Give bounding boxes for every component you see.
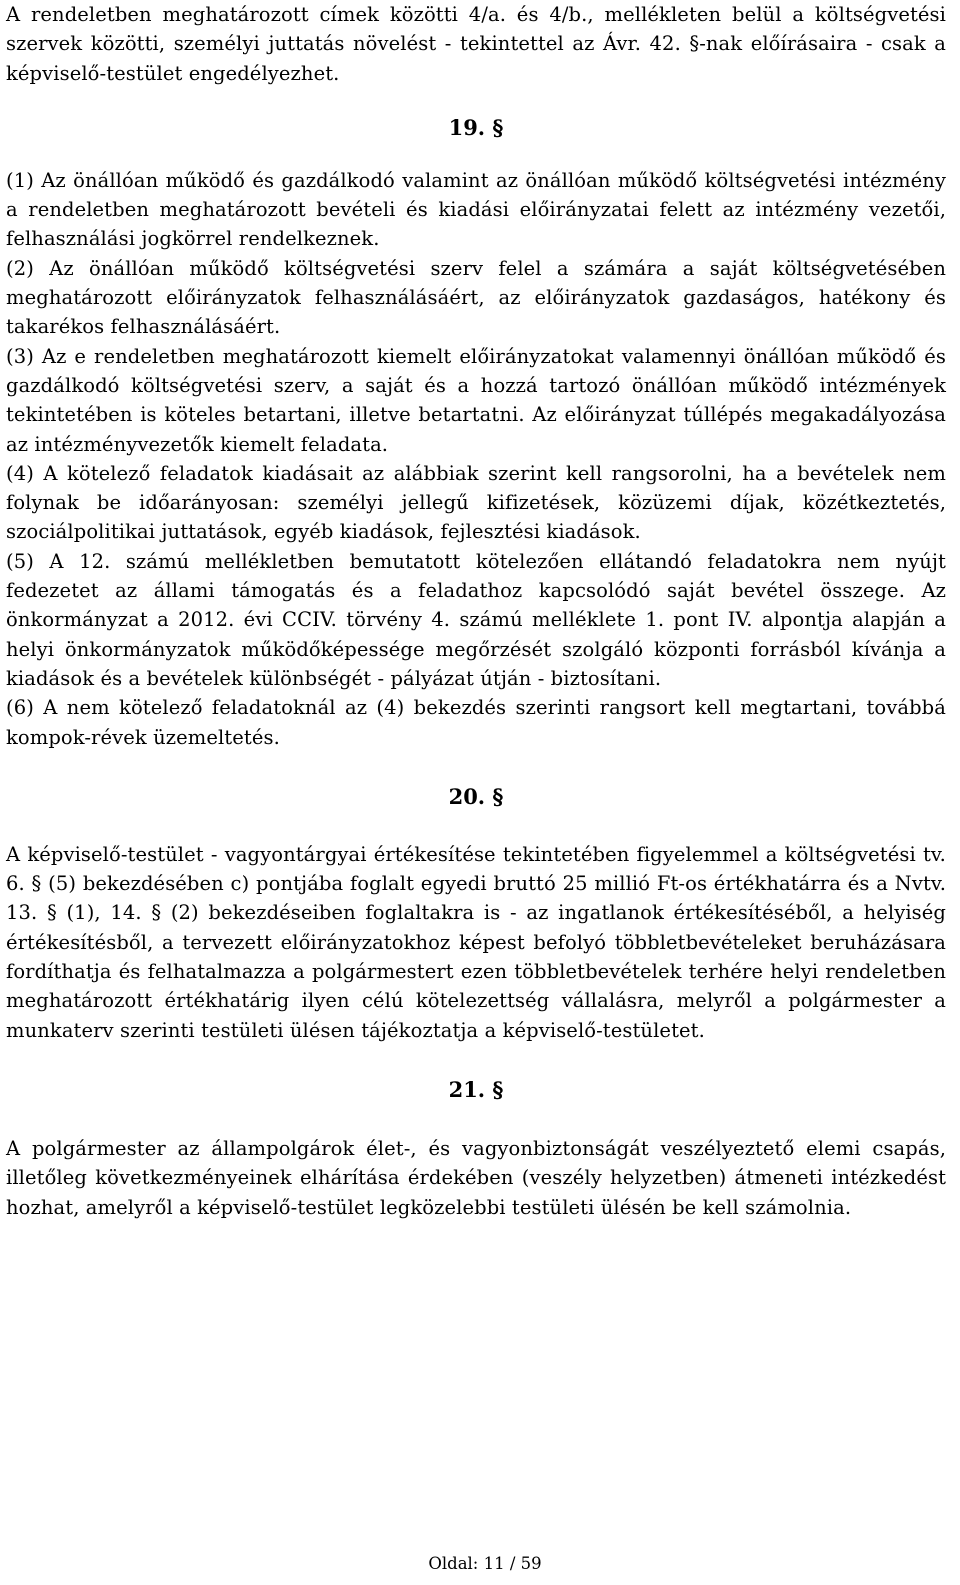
section-heading-21: 21. § bbox=[448, 1076, 504, 1102]
paragraph-19-4: (4) A kötelező feladatok kiadásait az alábbiak szerint kell rangsorolni, ha a bevételek nem folynak be időarányosan: személyi jellegű kifizetések, közüzemi díjak, közétkeztetés, szociálpolitikai juttatások, egyéb kiadások, fejlesztési kiadások. bbox=[6, 461, 946, 544]
intro-paragraph: A rendeletben meghatározott címek közötti 4/a. és 4/b., mellékleten belül a költségvetési szervek közötti, személyi juttatás növelést - tekintettel az Ávr. 42. §-nak előírásaira - csak a képviselő-testület engedélyezhet. bbox=[6, 3, 946, 85]
section-heading-19: 19. § bbox=[448, 114, 504, 140]
page-number-footer: Oldal: 11 / 59 bbox=[428, 1554, 542, 1573]
paragraph-19-3: (3) Az e rendeletben meghatározott kiemelt előirányzatokat valamennyi önállóan működő és gazdálkodó költségvetési szerv, a saját és a hozzá tartozó önállóan működő intézmények tekintetében is köteles betartani, illetve betartatni. Az előirányzat túllépés megakadályozása az intézményvezetők kiemelt feladata. bbox=[6, 344, 946, 456]
section-heading-20: 20. § bbox=[448, 783, 504, 809]
paragraph-20-1: A képviselő-testület - vagyontárgyai értékesítése tekintetében figyelemmel a költségvetési tv. 6. § (5) bekezdésében c) pontjába foglalt egyedi bruttó 25 millió Ft-os értékhatárra és a Nvtv. 13. § (1), 14. § (2) bekezdéseiben foglaltakra is - az ingatlanok értékesítéséből, a helyiség értékesítésből, a tervezett előirányzatokhoz képest befolyó többletbevételeket beruházásara fordíthatja és felhatalmazza a polgármestert ezen többletbevételek terhére helyi rendeletben meghatározott értékhatárig ilyen célú kötelezettség vállalásra, melyről a polgármester a munkaterv szerinti testületi ülésen tájékoztatja a képviselő-testületet. bbox=[6, 842, 946, 1042]
paragraph-21-1: A polgármester az állampolgárok élet-, és vagyonbiztonságát veszélyeztető elemi csapás, illetőleg következményeinek elhárítása érdekében (veszély helyzetben) átmeneti intézkedést hozhat, amelyről a képviselő-testület legközelebbi testületi ülésén be kell számolnia. bbox=[6, 1136, 946, 1219]
paragraph-19-5: (5) A 12. számú mellékletben bemutatott kötelezően ellátandó feladatokra nem nyújt fedezetet az állami támogatás és a feladathoz kapcsolódó saját bevétel összege. Az önkormányzat a 2012. évi CCIV. törvény 4. számú melléklete 1. pont IV. alpontja alapján a helyi önkormányzatok működőképessége megőrzését szolgáló központi forrásból kívánja a kiadások és a bevételek különbségét - pályázat útján - biztosítani. bbox=[6, 549, 946, 690]
paragraph-19-6: (6) A nem kötelező feladatoknál az (4) bekezdés szerinti rangsort kell megtartani, továbbá kompok-révek üzemeltetés. bbox=[6, 696, 946, 749]
paragraph-19-1: (1) Az önállóan működő és gazdálkodó valamint az önállóan működő költségvetési intézmény a rendeletben meghatározott bevételi és kiadási előirányzatai felett az intézmény vezetői, felhasználási jogkörrel rendelkeznek. bbox=[6, 168, 946, 251]
document-page bbox=[6, 0, 946, 1222]
paragraph-19-2: (2) Az önállóan működő költségvetési szerv felel a számára a saját költségvetésében meghatározott előirányzatok felhasználásáért, az előirányzatok gazdaságos, hatékony és takarékos felhasználásáért. bbox=[6, 256, 946, 339]
